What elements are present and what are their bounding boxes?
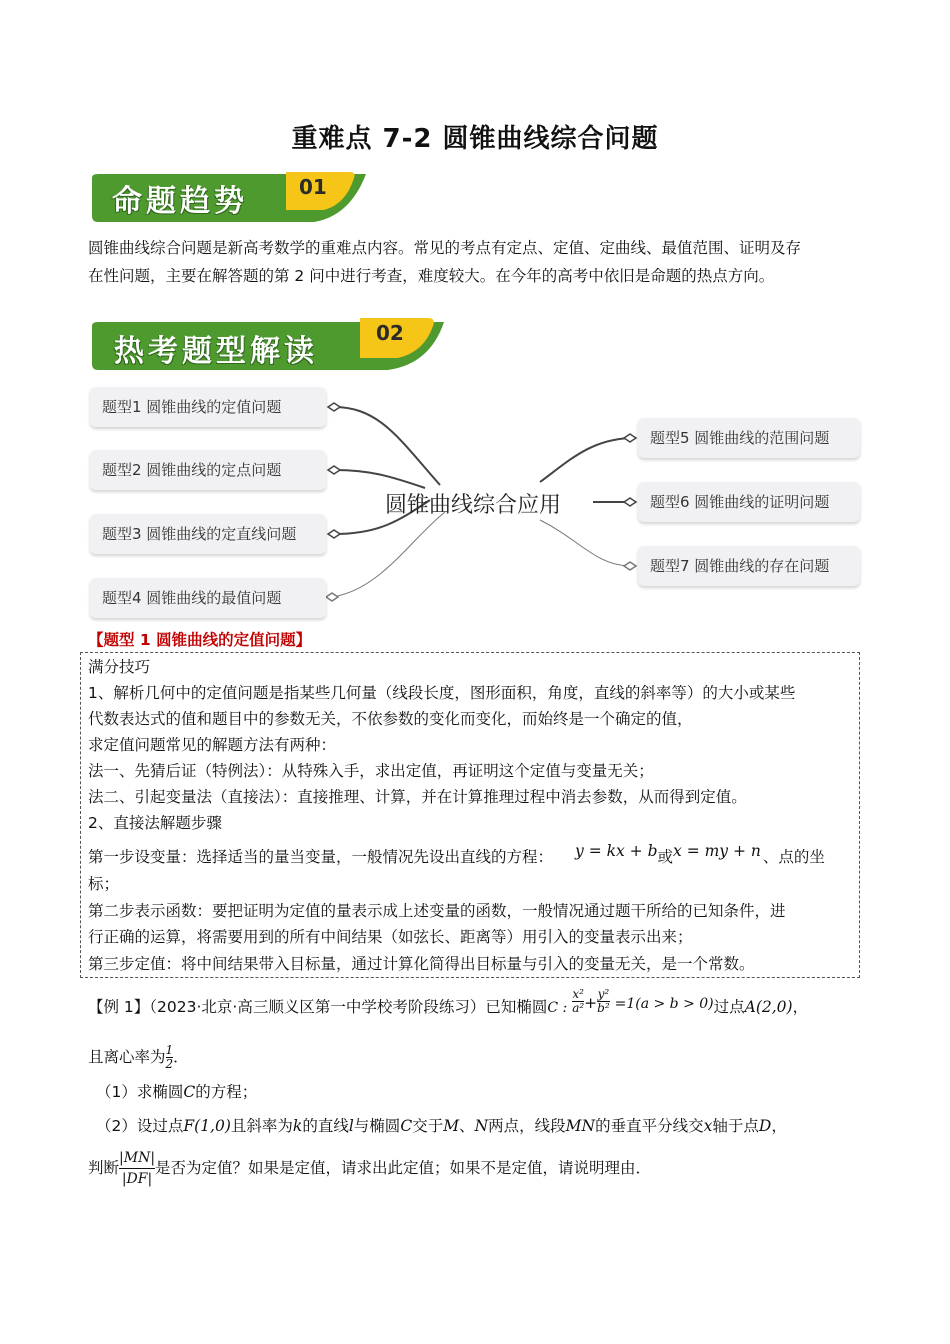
tips-title: 满分技巧 xyxy=(88,658,151,676)
mindmap-center: 圆锥曲线综合应用 xyxy=(385,493,562,518)
mindmap-node-type7: 题型7 圆锥曲线的存在问题 xyxy=(638,546,860,586)
mindmap-node-type4: 题型4 圆锥曲线的最值问题 xyxy=(90,578,326,618)
fraction-y2-b2: $\frac{\text{y²}}{\text{b²}}$ xyxy=(597,987,610,1015)
trend-paragraph: 圆锥曲线综合问题是新高考数学的重难点内容。常见的考点有定点、定值、定曲线、最值范围、证明及存 在性问题，主要在解答题的第 2 问中进行考查，难度较大。在今年的高考中依旧是命题的热点方向。 xyxy=(88,239,802,285)
tips-line: 法二、引起变量法（直接法）：直接推理、计算，并在计算推理过程中消去参数，从而得到定值。 xyxy=(88,788,747,806)
banner-title-02: 热考题型解读 xyxy=(114,334,318,369)
example-eccentricity: 且离心率为$\frac{1}{2}$ ． xyxy=(88,1043,189,1071)
fraction-mn-df: $\frac{|MN|}{|DF|}$ xyxy=(119,1150,156,1187)
tips-line: 1、解析几何中的定值问题是指某些几何量（线段长度，图形面积，角度，直线的斜率等）的大小或某些 xyxy=(88,684,796,702)
question-1: （1）求椭圆C的方程； xyxy=(96,1083,258,1101)
mindmap-node-type2: 题型2 圆锥曲线的定点问题 xyxy=(90,450,326,490)
mindmap-node-type3: 题型3 圆锥曲线的定直线问题 xyxy=(90,514,326,554)
question-2: （2）设过点F(1,0)且斜率为k的直线l与椭圆C交于M、N两点，线段MN的垂直平分线交x轴于点D， xyxy=(96,1117,787,1135)
banner-number-02: 02 xyxy=(376,321,404,345)
equation-x: x = my + n xyxy=(673,842,761,860)
fraction-half: $\frac{1}{2}$ xyxy=(165,1043,174,1071)
tips-line: 第三步定值：将中间结果带入目标量，通过计算化简得出目标量与引入的变量无关，是一个常数。 xyxy=(88,955,755,973)
tips-line: 法一、先猜后证（特例法）：从特殊入手，求出定值，再证明这个定值与变量无关； xyxy=(88,762,654,780)
fraction-x2-a2: $\frac{\text{x²}}{\text{a²}}$ xyxy=(572,987,585,1015)
mindmap-node-type6: 题型6 圆锥曲线的证明问题 xyxy=(638,482,860,522)
tips-line-step1: 第一步设变量：选择适当的量当变量，一般情况先设出直线的方程： y = kx + b或x = my + n 、点的坐 xyxy=(88,842,825,866)
example-statement: 【例 1】（2023·北京·高三顺义区第一中学校考阶段练习）已知椭圆C : $\frac{\text{x²}}{\text{a²}}$ $+\frac{\text{y²}}{\text{b²}}$ =1(a > b > 0)过点A(2,0)， xyxy=(88,987,809,1016)
tips-line: 代数表达式的值和题目中的参数无关，不依参数的变化而变化，而始终是一个确定的值， xyxy=(88,710,693,728)
tips-line: 求定值问题常见的解题方法有两种： xyxy=(88,736,337,754)
equation-y: y = kx + b xyxy=(575,842,658,860)
mindmap-node-type1: 题型1 圆锥曲线的定值问题 xyxy=(90,387,326,427)
banner-number-01: 01 xyxy=(299,175,327,199)
tips-line: 2、直接法解题步骤 xyxy=(88,814,222,832)
banner-title-01: 命题趋势 xyxy=(112,184,248,219)
tips-line: 行正确的运算，将需要用到的所有中间结果（如弦长、距离等）用引入的变量表示出来； xyxy=(88,928,693,946)
tips-line: 标； xyxy=(88,875,120,893)
mindmap-node-type5: 题型5 圆锥曲线的范围问题 xyxy=(638,418,860,458)
type1-heading: 【题型 1 圆锥曲线的定值问题】 xyxy=(88,631,312,649)
page-title: 重难点 7-2 圆锥曲线综合问题 xyxy=(291,124,659,154)
tips-line: 第二步表示函数：要把证明为定值的量表示成上述变量的函数，一般情况通过题干所给的已知条件，进 xyxy=(88,902,786,920)
question-2-judge: 判断$\frac{|MN|}{|DF|}$ 是否为定值？如果是定值，请求出此定值；如果不是定值，请说明理由． xyxy=(88,1150,652,1187)
